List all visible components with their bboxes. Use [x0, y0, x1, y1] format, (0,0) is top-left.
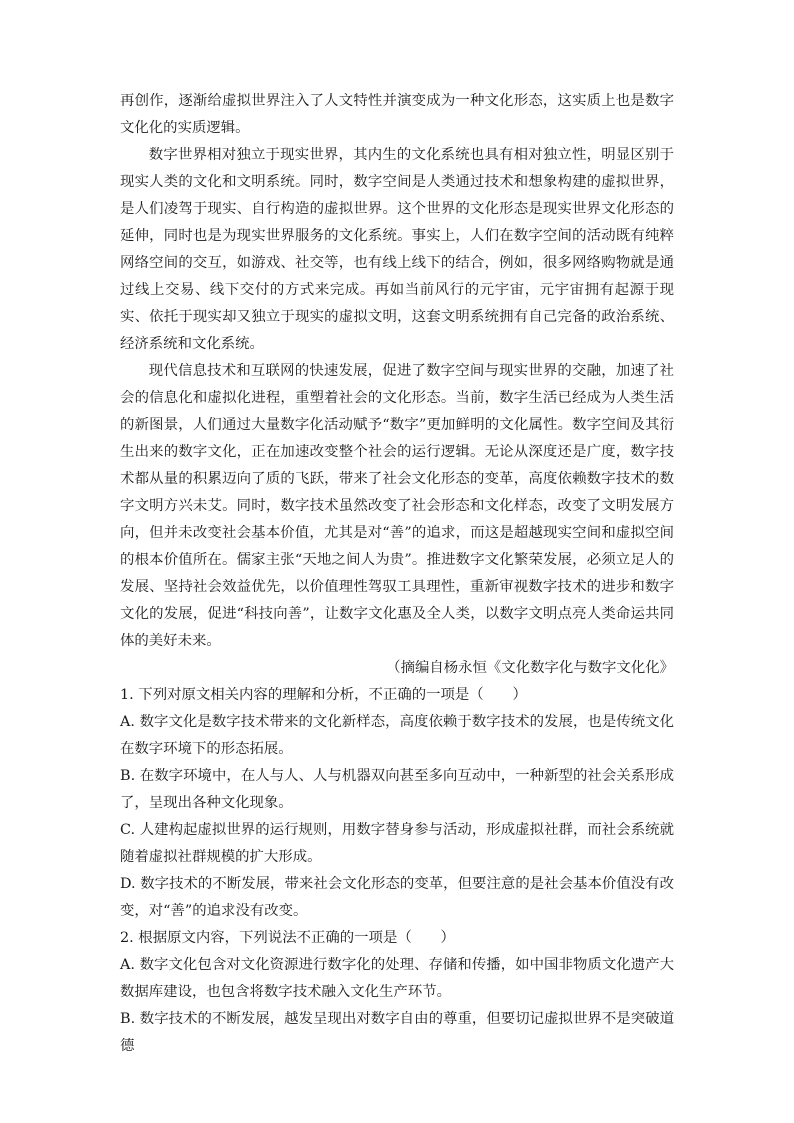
question-stem: 1. 下列对原文相关内容的理解和分析，不正确的一项是（ ） — [120, 687, 527, 703]
question-option: B. 在数字环境中，在人与人、人与机器双向甚至多向互动中，一种新型的社会关系形成了，呈现出各种文化现象。 — [120, 768, 674, 811]
question-option: A. 数字文化是数字技术带来的文化新样态，高度依赖于数字技术的发展，也是传统文化在数字环境下的形态拓展。 — [120, 714, 674, 757]
document-body — [120, 88, 674, 1060]
question-option: A. 数字文化包含对文化资源进行数字化的处理、存储和传播，如中国非物质文化遗产大数据库建设，也包含将数字技术融入文化生产环节。 — [120, 957, 674, 1000]
question-option: C. 人建构起虚拟世界的运行规则，用数字替身参与活动，形成虚拟社群，而社会系统就随着虚拟社群规模的扩大形成。 — [120, 822, 674, 865]
question-1 — [120, 682, 674, 925]
passage-source: （摘编自杨永恒《文化数字化与数字文化化》 — [386, 660, 674, 676]
passage-paragraph-1: 再创作，逐渐给虚拟世界注入了人文特性并演变成为一种文化形态，这实质上也是数字文化化的实质逻辑。 — [120, 93, 674, 136]
passage-paragraph-3: 现代信息技术和互联网的快速发展，促进了数字空间与现实世界的交融，加速了社会的信息化和虚拟化进程，重塑着社会的文化形态。当前，数字生活已经成为人类生活的新图景，人们通过大量数字化活动赋予“数字”更加鲜明的文化属性。数字空间及其衍生出来的数字文化，正在加速改变整个社会的运行逻辑。无论从深度还是广度，数字技术都从量的积累迈向了质的飞跃，带来了社会文化形态的变革，高度依赖数字技术的数字文明方兴未艾。同时，数字技术虽然改变了社会形态和文化样态，改变了文明发展方向，但并未改变社会基本价值，尤其是对“善”的追求，而这是超越现实空间和虚拟空间的根本价值所在。儒家主张“天地之间人为贵”。推进数字文化繁荣发展，必须立足人的发展、坚持社会效益优先，以价值理性驾驭工具理性，重新审视数字技术的进步和数字文化的发展，促进“科技向善”，让数字文化惠及全人类，以数字文明点亮人类命运共同体的美好未来。 — [120, 363, 674, 649]
question-stem: 2. 根据原文内容，下列说法不正确的一项是（ ） — [120, 930, 455, 946]
question-option: B. 数字技术的不断发展，越发呈现出对数字自由的尊重，但要切记虚拟世界不是突破道德 — [120, 1011, 674, 1054]
question-2 — [120, 925, 674, 1060]
passage-paragraph-2: 数字世界相对独立于现实世界，其内生的文化系统也具有相对独立性，明显区别于现实人类的文化和文明系统。同时，数字空间是人类通过技术和想象构建的虚拟世界，是人们凌驾于现实、自行构造的虚拟世界。这个世界的文化形态是现实世界文化形态的延伸，同时也是为现实世界服务的文化系统。事实上，人们在数字空间的活动既有纯粹网络空间的交互，如游戏、社交等，也有线上线下的结合，例如，很多网络购物就是通过线上交易、线下交付的方式来完成。再如当前风行的元宇宙，元宇宙拥有起源于现实、依托于现实却又独立于现实的虚拟文明，这套文明系统拥有自己完备的政治系统、经济系统和文化系统。 — [120, 147, 674, 352]
question-option: D. 数字技术的不断发展，带来社会文化形态的变革，但要注意的是社会基本价值没有改变，对“善”的追求没有改变。 — [120, 876, 674, 919]
